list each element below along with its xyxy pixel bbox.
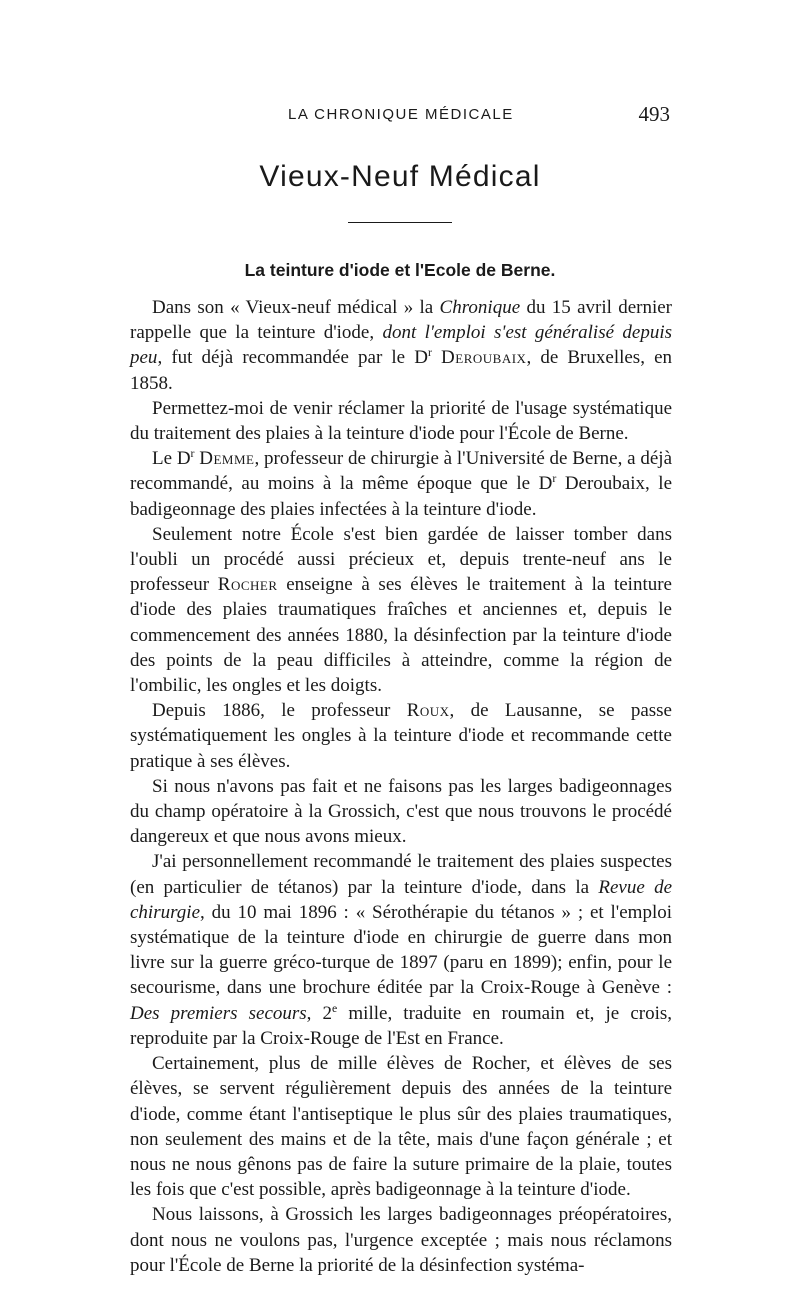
paragraph-8: Certainement, plus de mille élèves de Rocher, et élèves de ses élèves, se servent régulièrement depuis des années de la teinture d'iode, comme étant l'antiseptique le plus sûr des plaies traumatiques, non seulement des mains et de la tête, mais d'une façon générale ; et nous ne nous gênons pas de faire la suture primaire de la plaie, toutes les fois que c'est possible, après badigeonnage à la teinture d'iode.	[130, 1053, 672, 1201]
paragraph-6: Si nous n'avons pas fait et ne faisons pas les larges badigeonnages du champ opératoire à la Grossich, c'est que nous trouvons le procédé dangereux et que nous avons mieux.	[130, 775, 672, 848]
article-subtitle: La teinture d'iode et l'Ecole de Berne.	[244, 260, 556, 280]
paragraph-4: Seulement notre École s'est bien gardée de laisser tomber dans l'oubli un procédé aussi précieux et, depuis trente-neuf ans le professeur Rocher enseigne à ses élèves le traitement à la teinture d'iode des plaies traumatiques fraîches et anciennes et, depuis le commencement des années 1880, la désinfection par la teinture d'iode des points de la peau difficiles à atteindre, comme la région de l'ombilic, les ongles et les doigts.	[130, 523, 672, 697]
title-divider	[348, 222, 452, 223]
paragraph-9: Nous laissons, à Grossich les larges badigeonnages préopératoires, dont nous ne voulons pas, l'urgence exceptée ; mais nous réclamons pour l'École de Berne la priorité de la désinfection systéma-	[130, 1204, 672, 1276]
paragraph-2: Permettez-moi de venir réclamer la priorité de l'usage systématique du traitement des plaies à la teinture d'iode pour l'École de Berne.	[130, 397, 672, 445]
paragraph-1: Dans son « Vieux-neuf médical » la Chronique du 15 avril dernier rappelle que la teinture d'iode, dont l'emploi s'est généralisé depuis peu, fut déjà recommandée par le $D^r$ Deroubaix, de Bruxelles, en 1858.	[130, 297, 673, 394]
article-body	[130, 295, 672, 1278]
article-title: Vieux-Neuf Médical	[259, 160, 541, 193]
paragraph-5: Depuis 1886, le professeur Roux, de Lausanne, se passe systématiquement les ongles à la teinture d'iode et recommande cette pratique à ses élèves.	[130, 700, 672, 772]
running-title: LA CHRONIQUE MÉDICALE	[288, 106, 514, 123]
running-head	[130, 102, 670, 130]
paragraph-3: Le $D^r$ Demme, professeur de chirurgie à l'Université de Berne, a déjà recommandé, au moins à la même époque que le $D^r$ Deroubaix, le badigeonnage des plaies infectées à la teinture d'iode.	[130, 447, 673, 520]
page-number: 493	[638, 102, 670, 126]
paragraph-7: J'ai personnellement recommandé le traitement des plaies suspectes (en particulier de tétanos) par la teinture d'iode, dans la Revue de chirurgie, du 10 mai 1896 : « Sérothérapie du tétanos » ; et l'emploi systématique de la teinture d'iode en chirurgie de guerre dans mon livre sur la guerre gréco-turque de 1897 (paru en 1899); enfin, pour le secourisme, dans une brochure éditée par la Croix-Rouge à Genève : Des premiers secours, 2e mille, traduite en roumain et, je crois, reproduite par la Croix-Rouge de l'Est en France.	[130, 851, 673, 1049]
